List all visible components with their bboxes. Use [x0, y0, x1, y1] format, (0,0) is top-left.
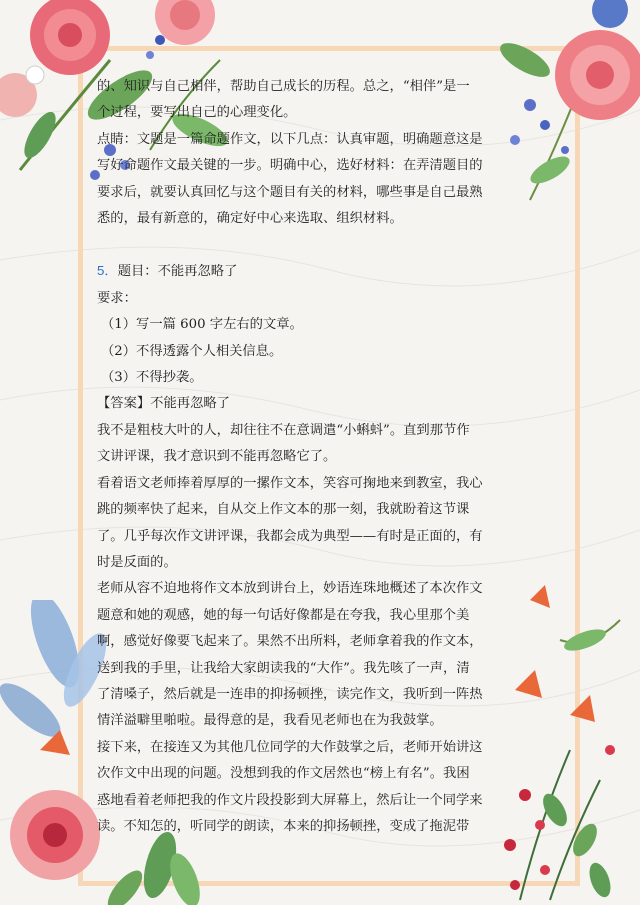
commentary-line: 要求后，就要认真回忆与这个题目有关的材料，哪些事是自己最熟: [97, 184, 483, 200]
essay-line: 时是反面的。: [97, 554, 177, 570]
question-number: 5．: [97, 263, 118, 279]
commentary-line: 点睛：文题是一篇命题作文，以下几点：认真审题，明确题意这是: [97, 131, 483, 147]
requirement-item: （2）不得透露个人相关信息。: [101, 343, 283, 359]
text-line: 个过程，要写出自己的心理变化。: [97, 105, 297, 121]
essay-line: 接下来，在接连又为其他几位同学的大作鼓掌之后，老师开始讲这: [97, 739, 483, 755]
requirements-label: 要求：: [97, 290, 137, 306]
commentary-line: 悉的，最有新意的，确定好中心来选取、组织材料。: [97, 211, 403, 227]
essay-line: 情洋溢噼里啪啦。最得意的是，我看见老师也在为我鼓掌。: [97, 713, 443, 729]
essay-line: 次作文中出现的问题。没想到我的作文居然也“榜上有名”。我困: [97, 766, 470, 782]
essay-line: 看着语文老师捧着厚厚的一摞作文本，笑容可掬地来到教室，我心: [97, 475, 483, 491]
question-heading: [97, 258, 537, 285]
commentary-line: 写好命题作文最关键的一步。明确中心，选好材料：在弄清题目的: [97, 158, 483, 174]
text-line: 的、知识与自己相伴，帮助自己成长的历程。总之，“相伴”是一: [97, 79, 470, 94]
essay-line: 文讲评课，我才意识到不能再忽略它了。: [97, 449, 337, 465]
document-body: [97, 74, 537, 840]
answer-heading: 【答案】不能再忽略了: [97, 396, 230, 412]
essay-line: 了清嗓子，然后就是一连串的抑扬顿挫，读完作文，我听到一阵热: [97, 686, 483, 702]
essay-line: 我不是粗枝大叶的人，却往往不在意调遣“小蝌蚪”。直到那节作: [97, 422, 470, 438]
essay-line: 啊，感觉好像要飞起来了。果然不出所料，老师拿着我的作文本，: [97, 634, 483, 650]
essay-line: 送到我的手里，让我给大家朗读我的“大作”。我先咳了一声，清: [97, 660, 470, 676]
essay-line: 跳的频率快了起来，自从交上作文本的那一刻，我就盼着这节课: [97, 502, 470, 518]
essay-line: 读。不知怎的，听同学的朗读，本来的抑扬顿挫，变成了拖泥带: [97, 818, 470, 834]
requirement-item: （1）写一篇 600 字左右的文章。: [101, 317, 303, 333]
question-title: 题目：不能再忽略了: [117, 264, 238, 280]
requirement-item: （3）不得抄袭。: [101, 370, 203, 386]
essay-line: 了。几乎每次作文讲评课，我都会成为典型——有时是正面的，有: [97, 528, 483, 544]
essay-line: 老师从容不迫地将作文本放到讲台上，妙语连珠地概述了本次作文: [97, 581, 483, 597]
essay-line: 惑地看着老师把我的作文片段投影到大屏幕上，然后让一个同学来: [97, 792, 483, 808]
spacer: [97, 232, 537, 258]
essay-line: 题意和她的观感，她的每一句话好像都是在夸我，我心里那个美: [97, 607, 470, 623]
